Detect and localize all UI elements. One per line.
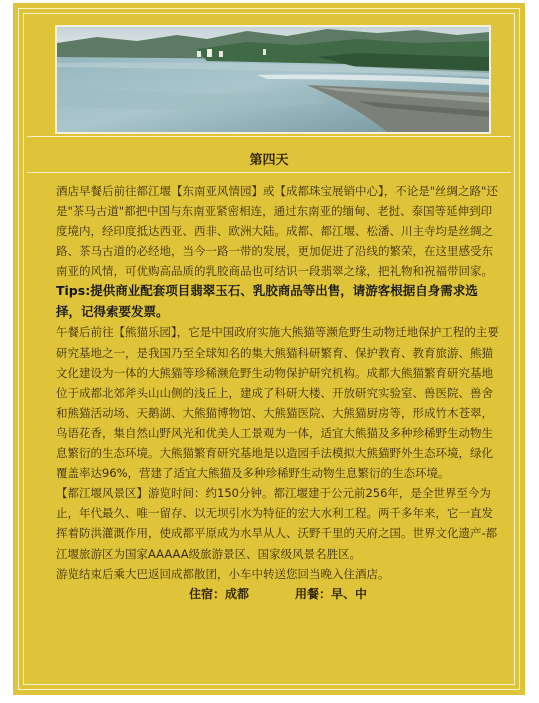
stay-info: [56, 584, 500, 604]
shopping-paragraph: 酒店早餐后前往都江堰【东南亚风情园】或【成都珠宝展销中心】，不论是"丝绸之路"还是"茶马古道"都把中国与东南亚紧密相连，通过东南亚的缅甸、老挝、泰国等延伸到印度境内，经印度抵达西亚、西非、欧洲大陆。成都、都江堰、松潘、川主寺均是丝绸之路、茶马古道的必经地，当今一路一带的发展，更加促进了沿线的繁荣，在这里感受东南亚的风情，可优购高品质的乳胶商品也可结识一段翡翠之缘，把礼物和祝福带回家。: [56, 184, 498, 279]
landscape-photo-art: [57, 27, 489, 132]
divider-bottom: [27, 172, 511, 173]
landscape-photo: [55, 25, 491, 134]
itinerary-card: [13, 3, 525, 695]
tips-note: Tips:提供商业配套项目翡翠玉石、乳胶商品等出售，请游客根据自身需求选择，记得索要发票。: [56, 283, 478, 319]
panda-paragraph: 午餐后前往【熊猫乐园】，它是中国政府实施大熊猫等濒危野生动物迁地保护工程的主要研究基地之一，是我国乃至全球知名的集大熊猫科研繁育、保护教育、教育旅游、熊猫文化建设为一体的大熊猫等珍稀濒危野生动物保护研究机构。成都大熊猫繁育研究基地位于成都北郊斧头山山侧的浅丘上，建成了科研大楼、开放研究实验室、兽医院、兽舍和熊猫活动场、天鹅湖、大熊猫博物馆、大熊猫医院、大熊猫厨房等，形成竹木苍翠，鸟语花香，集自然山野风光和优美人工景观为一体，适宜大熊猫及多种珍稀野生动物生息繁衍的生态环境。大熊猫繁育研究基地是以造园手法模拟大熊猫野外生态环境，绿化覆盖率达96%，营建了适宜大熊猫及多种珍稀野生动物生息繁衍的生态环境。: [56, 325, 499, 481]
lodging-label: 住宿：成都: [188, 586, 249, 601]
divider-top: [27, 136, 511, 137]
meals-label: 用餐：早、中: [295, 586, 368, 601]
itinerary-content: [56, 181, 500, 604]
day-title: 第四天: [249, 153, 289, 168]
return-paragraph: 游览结束后乘大巴返回成都散团，小车中转送您回当晚入住酒店。: [56, 566, 390, 581]
dujiangyan-paragraph: 【都江堰风景区】游览时间：约150分钟。都江堰建于公元前256年，是全世界至今为止，年代最久、唯一留存、以无坝引水为特征的宏大水利工程。两千多年来，它一直发挥着防洪灌溉作用，使成都平原成为水旱从人、沃野千里的天府之国。世界文化遗产-都江堰旅游区为国家AAAAA级旅游景区、国家级风景名胜区。: [56, 486, 498, 561]
